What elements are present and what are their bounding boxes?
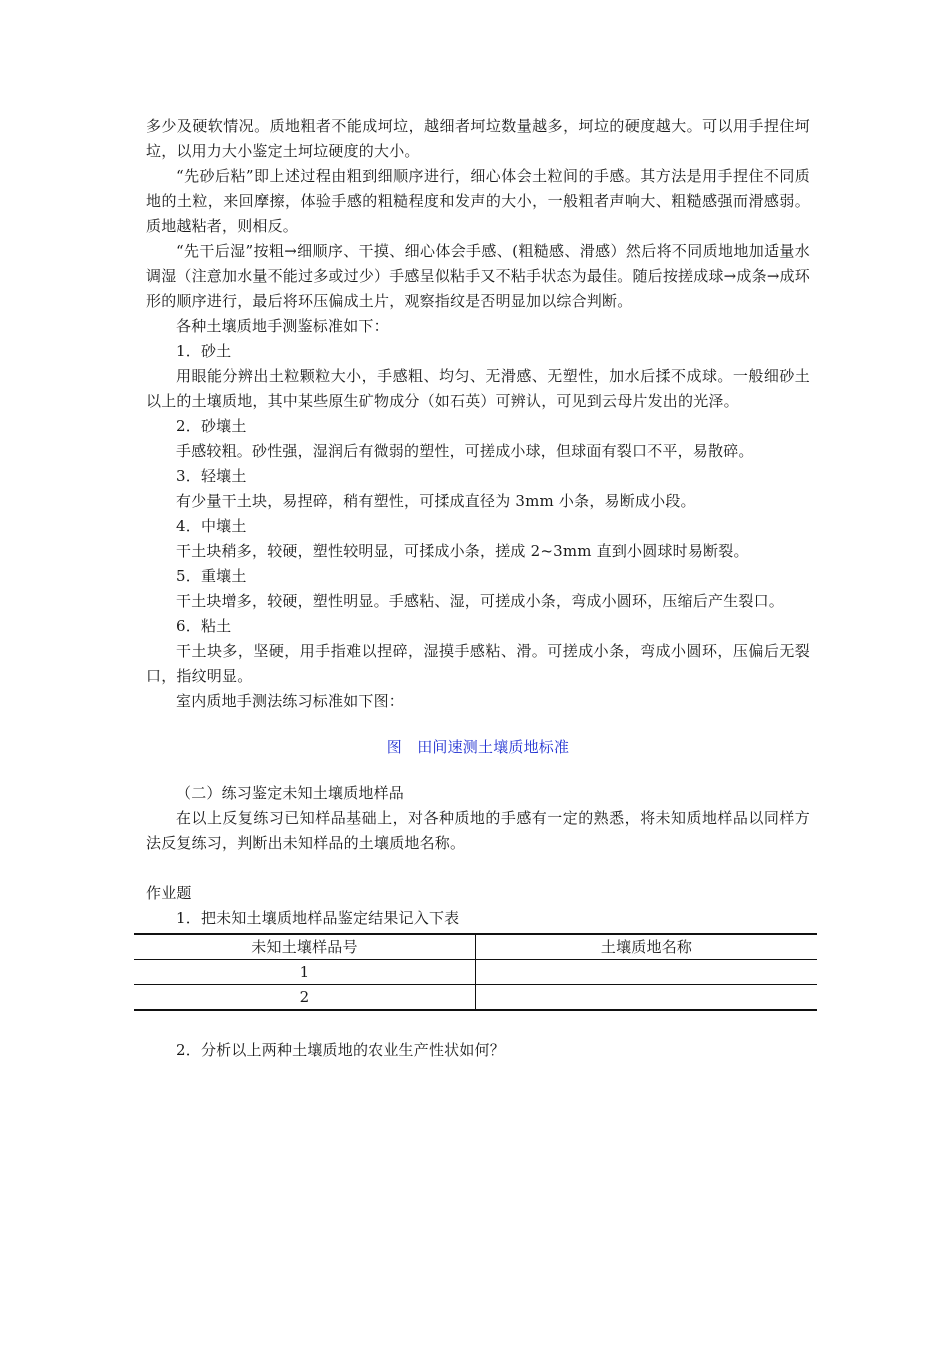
homework-question-1: 1．把未知土壤质地样品鉴定结果记入下表 [176, 909, 460, 927]
homework-question-2: 2．分析以上两种土壤质地的农业生产性状如何？ [176, 1041, 505, 1059]
figure-caption: 图 田间速测土壤质地标准 [386, 738, 570, 756]
table-row [134, 960, 817, 985]
paragraph-standards-intro: 各种土壤质地手测鉴标准如下： [176, 317, 389, 335]
result-table-wrapper [134, 933, 817, 1011]
soil-heading-medium-loam: 4．中壤土 [176, 517, 247, 535]
document-page [146, 114, 810, 1063]
section-2-text: 在以上反复练习已知样品基础上，对各种质地的手感有一定的熟悉，将未知质地样品以同样方法反复练习，判断出未知样品的土壤质地名称。 [146, 809, 810, 852]
result-table [134, 933, 817, 1011]
paragraph-dry-before-wet: “先干后湿”按粗→细顺序、干摸、细心体会手感、(粗糙感、滑感）然后将不同质地地加适量水调湿（注意加水量不能过多或过少）手感呈似粘手又不粘手状态为最佳。随后按搓成球→成条→成环形的顺序进行，最后将环压偏成土片，观察指纹是否明显加以综合判断。 [146, 242, 810, 310]
section-2-heading: （二）练习鉴定未知土壤质地样品 [176, 784, 405, 802]
soil-desc-medium-loam: 干土块稍多，较硬，塑性较明显，可揉成小条，搓成 2~3mm 直到小圆球时易断裂。 [176, 542, 749, 560]
soil-heading-sand: 1．砂土 [176, 342, 232, 360]
soil-desc-clay: 干土块多，坚硬，用手指难以捏碎，湿摸手感粘、滑。可搓成小条，弯成小圆环，压偏后无裂口，指纹明显。 [146, 642, 810, 685]
soil-desc-heavy-loam: 干土块增多，较硬，塑性明显。手感粘、湿，可搓成小条，弯成小圆环，压缩后产生裂口。 [176, 592, 785, 610]
soil-heading-clay: 6．粘土 [176, 617, 232, 635]
table-header-texture-name: 土壤质地名称 [476, 934, 818, 960]
table-cell-texture-name[interactable] [476, 960, 818, 985]
table-header-sample-no: 未知土壤样品号 [134, 934, 476, 960]
soil-desc-sand: 用眼能分辨出土粒颗粒大小，手感粗、均匀、无滑感、无塑性，加水后揉不成球。一般细砂土以上的土壤质地，其中某些原生矿物成分（如石英）可辨认，可见到云母片发出的光泽。 [146, 367, 810, 410]
table-header-row [134, 934, 817, 960]
indoor-practice-intro: 室内质地手测法练习标准如下图： [176, 692, 405, 710]
soil-heading-sandy-loam: 2．砂壤土 [176, 417, 247, 435]
paragraph-sand-before-clay: “先砂后粘”即上述过程由粗到细顺序进行，细心体会土粒间的手感。其方法是用手捏住不同质地的土粒，来回摩擦，体验手感的粗糙程度和发声的大小，一般粗者声响大、粗糙感强而滑感弱。质地越粘者，则相反。 [146, 167, 810, 235]
soil-heading-light-loam: 3．轻壤土 [176, 467, 247, 485]
soil-desc-light-loam: 有少量干土块，易捏碎，稍有塑性，可揉成直径为 3mm 小条，易断成小段。 [176, 492, 696, 510]
paragraph-intro: 多少及硬软情况。质地粗者不能成坷垃，越细者坷垃数量越多，坷垃的硬度越大。可以用手捏住坷垃，以用力大小鉴定土坷垃硬度的大小。 [146, 117, 810, 160]
table-cell-sample-no: 2 [134, 985, 476, 1011]
soil-desc-sandy-loam: 手感较粗。砂性强，湿润后有微弱的塑性，可搓成小球，但球面有裂口不平，易散碎。 [176, 442, 754, 460]
table-row [134, 985, 817, 1011]
table-cell-sample-no: 1 [134, 960, 476, 985]
soil-heading-heavy-loam: 5．重壤土 [176, 567, 247, 585]
homework-title: 作业题 [146, 884, 192, 902]
table-cell-texture-name[interactable] [476, 985, 818, 1011]
